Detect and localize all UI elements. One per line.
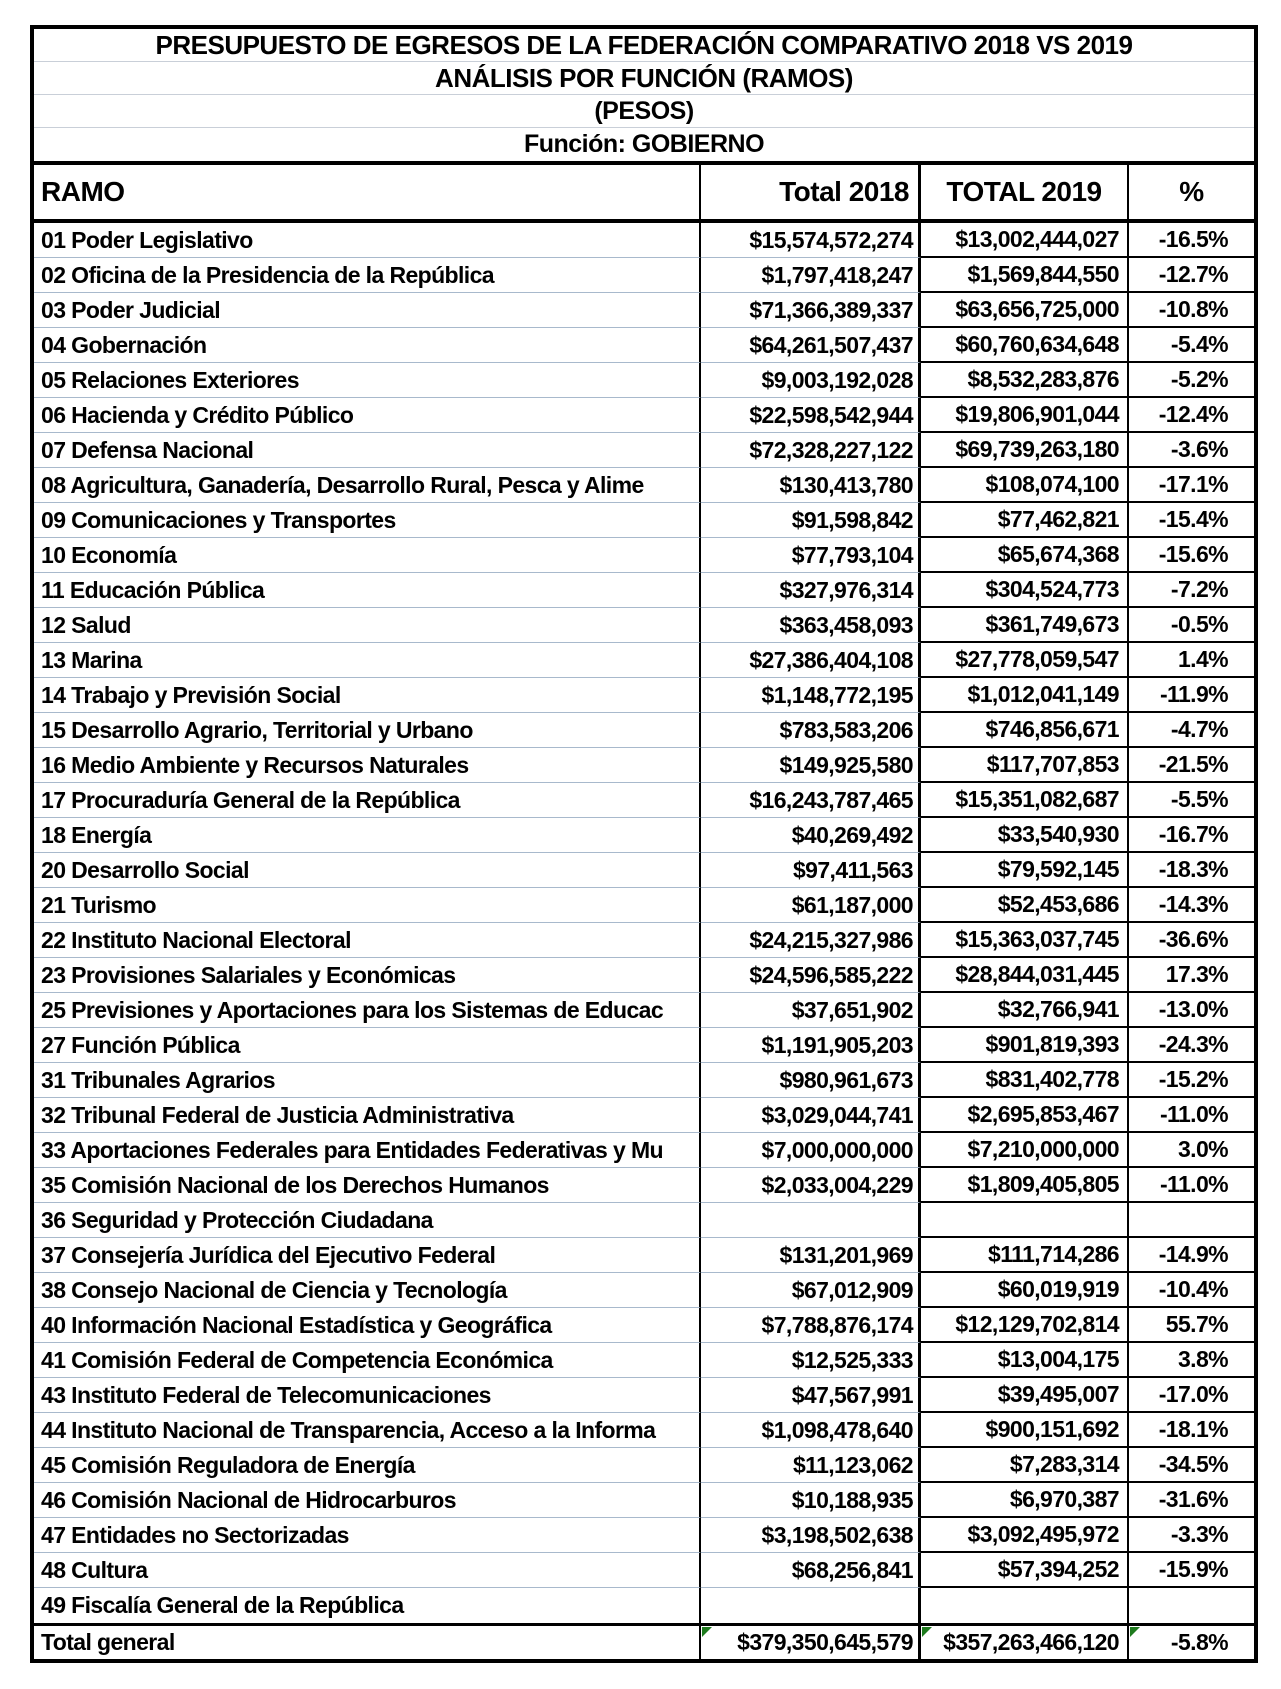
pct-cell: -0.5% <box>1129 608 1254 643</box>
total-row <box>34 1623 1254 1659</box>
pct-cell: -10.4% <box>1129 1273 1254 1308</box>
pct-cell: -18.1% <box>1129 1413 1254 1448</box>
total-2019-cell: $60,760,634,648 <box>921 328 1129 363</box>
pct-cell: 3.8% <box>1129 1343 1254 1378</box>
total-2019-cell: $63,656,725,000 <box>921 293 1129 328</box>
ramo-cell: 17 Procuraduría General de la República <box>34 783 701 818</box>
total-2019-cell: $79,592,145 <box>921 853 1129 888</box>
total-2018-cell: $24,596,585,222 <box>701 958 921 993</box>
total-2019-cell: $108,074,100 <box>921 468 1129 503</box>
total-2019-cell: $7,283,314 <box>921 1448 1129 1483</box>
table-row <box>34 503 1254 538</box>
total-2019-cell: $19,806,901,044 <box>921 398 1129 433</box>
table-row <box>34 1413 1254 1448</box>
table-row <box>34 1028 1254 1063</box>
pct-cell: -15.4% <box>1129 503 1254 538</box>
table-row <box>34 1273 1254 1308</box>
pct-cell: -15.9% <box>1129 1553 1254 1588</box>
total-2018-cell: $15,574,572,274 <box>701 223 921 258</box>
total-2018-cell: $27,386,404,108 <box>701 643 921 678</box>
total-2019-cell <box>921 1588 1129 1623</box>
table-row <box>34 258 1254 293</box>
total-2019-cell: $111,714,286 <box>921 1238 1129 1273</box>
total-2019-cell: $28,844,031,445 <box>921 958 1129 993</box>
table-row <box>34 643 1254 678</box>
total-2019-cell: $15,363,037,745 <box>921 923 1129 958</box>
pct-cell: -24.3% <box>1129 1028 1254 1063</box>
budget-table <box>30 25 1258 1663</box>
total-2019-cell: $117,707,853 <box>921 748 1129 783</box>
total-2018-cell: $327,976,314 <box>701 573 921 608</box>
table-row <box>34 573 1254 608</box>
total-2019-cell: $69,739,263,180 <box>921 433 1129 468</box>
total-2019-cell: $52,453,686 <box>921 888 1129 923</box>
ramo-cell: 36 Seguridad y Protección Ciudadana <box>34 1203 701 1238</box>
ramo-cell: 02 Oficina de la Presidencia de la República <box>34 258 701 293</box>
ramo-cell: 35 Comisión Nacional de los Derechos Humanos <box>34 1168 701 1203</box>
total-2019-cell: $57,394,252 <box>921 1553 1129 1588</box>
ramo-cell: 38 Consejo Nacional de Ciencia y Tecnología <box>34 1273 701 1308</box>
table-row <box>34 1238 1254 1273</box>
total-2018-cell: $3,029,044,741 <box>701 1098 921 1133</box>
table-row <box>34 328 1254 363</box>
total-2018-cell: $22,598,542,944 <box>701 398 921 433</box>
pct-cell: -7.2% <box>1129 573 1254 608</box>
table-row <box>34 1448 1254 1483</box>
table-row <box>34 853 1254 888</box>
ramo-cell: 32 Tribunal Federal de Justicia Administrativa <box>34 1098 701 1133</box>
table-row <box>34 818 1254 853</box>
ramo-cell: 13 Marina <box>34 643 701 678</box>
report-function: Función: GOBIERNO <box>523 130 765 158</box>
ramo-cell: 31 Tribunales Agrarios <box>34 1063 701 1098</box>
total-2019-cell: $1,809,405,805 <box>921 1168 1129 1203</box>
total-2018-value: $379,350,645,579 <box>737 1629 913 1655</box>
pct-cell: -5.4% <box>1129 328 1254 363</box>
pct-cell: -11.0% <box>1129 1098 1254 1133</box>
column-header-ramo: RAMO <box>34 165 701 219</box>
table-row <box>34 783 1254 818</box>
ramo-cell: 46 Comisión Nacional de Hidrocarburos <box>34 1483 701 1518</box>
table-row <box>34 1308 1254 1343</box>
total-2018-cell: $97,411,563 <box>701 853 921 888</box>
total-2018-cell: $72,328,227,122 <box>701 433 921 468</box>
total-2018-cell: $149,925,580 <box>701 748 921 783</box>
table-row <box>34 958 1254 993</box>
table-row <box>34 1483 1254 1518</box>
total-2019-cell: $65,674,368 <box>921 538 1129 573</box>
ramo-cell: 10 Economía <box>34 538 701 573</box>
table-row <box>34 1378 1254 1413</box>
report-units: (PESOS) <box>34 95 1254 128</box>
total-2019-cell: $39,495,007 <box>921 1378 1129 1413</box>
ramo-cell: 43 Instituto Federal de Telecomunicaciones <box>34 1378 701 1413</box>
total-2019-cell: $8,532,283,876 <box>921 363 1129 398</box>
pct-cell: 3.0% <box>1129 1133 1254 1168</box>
pct-cell <box>1129 1588 1254 1623</box>
total-2019-cell: $7,210,000,000 <box>921 1133 1129 1168</box>
pct-cell: -3.3% <box>1129 1518 1254 1553</box>
total-2018-cell: $47,567,991 <box>701 1378 921 1413</box>
ramo-cell: 41 Comisión Federal de Competencia Económica <box>34 1343 701 1378</box>
ramo-cell: 27 Función Pública <box>34 1028 701 1063</box>
total-2019-cell: $15,351,082,687 <box>921 783 1129 818</box>
report-subtitle: ANÁLISIS POR FUNCIÓN (RAMOS) <box>34 62 1254 95</box>
total-2018-cell: $7,788,876,174 <box>701 1308 921 1343</box>
report-title: PRESUPUESTO DE EGRESOS DE LA FEDERACIÓN COMPARATIVO 2018 VS 2019 <box>34 29 1254 62</box>
pct-cell: -34.5% <box>1129 1448 1254 1483</box>
pct-cell: -17.0% <box>1129 1378 1254 1413</box>
total-2019-cell: $13,004,175 <box>921 1343 1129 1378</box>
pct-cell: -14.9% <box>1129 1238 1254 1273</box>
pct-cell: -10.8% <box>1129 293 1254 328</box>
ramo-cell: 05 Relaciones Exteriores <box>34 363 701 398</box>
table-row <box>34 293 1254 328</box>
table-row <box>34 1133 1254 1168</box>
pct-cell: -16.5% <box>1129 223 1254 258</box>
total-2019-cell: $33,540,930 <box>921 818 1129 853</box>
total-2019-cell: $6,970,387 <box>921 1483 1129 1518</box>
total-2018-cell: $37,651,902 <box>701 993 921 1028</box>
pct-cell: -12.7% <box>1129 258 1254 293</box>
table-row <box>34 1203 1254 1238</box>
table-row <box>34 1063 1254 1098</box>
total-2019-cell: $60,019,919 <box>921 1273 1129 1308</box>
error-flag-icon <box>1130 1627 1140 1637</box>
total-2018-cell <box>701 1203 921 1238</box>
ramo-cell: 06 Hacienda y Crédito Público <box>34 398 701 433</box>
ramo-cell: 09 Comunicaciones y Transportes <box>34 503 701 538</box>
ramo-cell: 48 Cultura <box>34 1553 701 1588</box>
total-2018-cell <box>701 1588 921 1623</box>
ramo-cell: 16 Medio Ambiente y Recursos Naturales <box>34 748 701 783</box>
total-2019-cell <box>921 1203 1129 1238</box>
total-2018-cell: $1,797,418,247 <box>701 258 921 293</box>
pct-cell <box>1129 1203 1254 1238</box>
pct-cell: -12.4% <box>1129 398 1254 433</box>
total-pct-cell <box>1129 1626 1254 1659</box>
total-2018-cell: $1,191,905,203 <box>701 1028 921 1063</box>
pct-cell: -5.2% <box>1129 363 1254 398</box>
total-2018-cell: $61,187,000 <box>701 888 921 923</box>
table-row <box>34 993 1254 1028</box>
table-row <box>34 363 1254 398</box>
total-2019-cell <box>921 1626 1129 1659</box>
pct-cell: -31.6% <box>1129 1483 1254 1518</box>
table-row <box>34 1168 1254 1203</box>
ramo-cell: 20 Desarrollo Social <box>34 853 701 888</box>
pct-cell: -21.5% <box>1129 748 1254 783</box>
ramo-cell: 03 Poder Judicial <box>34 293 701 328</box>
total-2018-cell: $10,188,935 <box>701 1483 921 1518</box>
total-2019-cell: $32,766,941 <box>921 993 1129 1028</box>
total-2018-cell: $130,413,780 <box>701 468 921 503</box>
table-row <box>34 468 1254 503</box>
total-2019-cell: $12,129,702,814 <box>921 1308 1129 1343</box>
table-row <box>34 1588 1254 1623</box>
total-label-cell: Total general <box>34 1626 701 1659</box>
ramo-cell: 07 Defensa Nacional <box>34 433 701 468</box>
total-2019-cell: $77,462,821 <box>921 503 1129 538</box>
total-2018-cell: $783,583,206 <box>701 713 921 748</box>
table-row <box>34 223 1254 258</box>
ramo-cell: 14 Trabajo y Previsión Social <box>34 678 701 713</box>
pct-cell: -36.6% <box>1129 923 1254 958</box>
table-row <box>34 1553 1254 1588</box>
total-2019-value: $357,263,466,120 <box>943 1629 1119 1655</box>
ramo-cell: 04 Gobernación <box>34 328 701 363</box>
total-2018-cell: $64,261,507,437 <box>701 328 921 363</box>
total-2018-cell: $131,201,969 <box>701 1238 921 1273</box>
pct-cell: 55.7% <box>1129 1308 1254 1343</box>
total-2018-cell: $3,198,502,638 <box>701 1518 921 1553</box>
pct-cell: -15.2% <box>1129 1063 1254 1098</box>
pct-cell: -14.3% <box>1129 888 1254 923</box>
ramo-cell: 45 Comisión Reguladora de Energía <box>34 1448 701 1483</box>
total-2018-cell: $68,256,841 <box>701 1553 921 1588</box>
ramo-cell: 37 Consejería Jurídica del Ejecutivo Federal <box>34 1238 701 1273</box>
column-header-total-2018: Total 2018 <box>701 165 921 219</box>
error-flag-icon <box>922 1627 932 1637</box>
total-2019-cell: $831,402,778 <box>921 1063 1129 1098</box>
ramo-cell: 47 Entidades no Sectorizadas <box>34 1518 701 1553</box>
table-row <box>34 678 1254 713</box>
ramo-cell: 12 Salud <box>34 608 701 643</box>
total-2018-cell: $77,793,104 <box>701 538 921 573</box>
table-row <box>34 923 1254 958</box>
total-2018-cell: $67,012,909 <box>701 1273 921 1308</box>
ramo-cell: 01 Poder Legislativo <box>34 223 701 258</box>
total-2019-cell: $3,092,495,972 <box>921 1518 1129 1553</box>
total-2019-cell: $900,151,692 <box>921 1413 1129 1448</box>
pct-cell: -13.0% <box>1129 993 1254 1028</box>
error-flag-icon <box>702 1627 712 1637</box>
total-2018-cell: $12,525,333 <box>701 1343 921 1378</box>
total-2018-cell: $91,598,842 <box>701 503 921 538</box>
total-2019-cell: $2,695,853,467 <box>921 1098 1129 1133</box>
total-2018-cell: $9,003,192,028 <box>701 363 921 398</box>
total-2018-cell: $16,243,787,465 <box>701 783 921 818</box>
table-row <box>34 433 1254 468</box>
ramo-cell: 18 Energía <box>34 818 701 853</box>
total-2018-cell: $24,215,327,986 <box>701 923 921 958</box>
total-2018-cell: $40,269,492 <box>701 818 921 853</box>
ramo-cell: 15 Desarrollo Agrario, Territorial y Urbano <box>34 713 701 748</box>
total-2018-cell: $363,458,093 <box>701 608 921 643</box>
total-2018-cell: $11,123,062 <box>701 1448 921 1483</box>
table-row <box>34 608 1254 643</box>
total-pct-value: -5.8% <box>1170 1629 1228 1655</box>
total-2019-cell: $304,524,773 <box>921 573 1129 608</box>
table-row <box>34 398 1254 433</box>
pct-cell: -17.1% <box>1129 468 1254 503</box>
total-2019-cell: $1,569,844,550 <box>921 258 1129 293</box>
table-row <box>34 888 1254 923</box>
total-2019-cell: $27,778,059,547 <box>921 643 1129 678</box>
ramo-cell: 23 Provisiones Salariales y Económicas <box>34 958 701 993</box>
table-header-row <box>34 161 1254 223</box>
pct-cell: -18.3% <box>1129 853 1254 888</box>
total-2018-cell: $1,148,772,195 <box>701 678 921 713</box>
total-2019-cell: $1,012,041,149 <box>921 678 1129 713</box>
pct-cell: -15.6% <box>1129 538 1254 573</box>
ramo-cell: 49 Fiscalía General de la República <box>34 1588 701 1623</box>
pct-cell: 17.3% <box>1129 958 1254 993</box>
table-body <box>34 223 1254 1623</box>
total-2018-cell: $7,000,000,000 <box>701 1133 921 1168</box>
total-2018-cell: $1,098,478,640 <box>701 1413 921 1448</box>
table-row <box>34 538 1254 573</box>
total-2018-cell: $2,033,004,229 <box>701 1168 921 1203</box>
pct-cell: -5.5% <box>1129 783 1254 818</box>
total-2019-cell: $13,002,444,027 <box>921 223 1129 258</box>
total-2019-cell: $901,819,393 <box>921 1028 1129 1063</box>
ramo-cell: 44 Instituto Nacional de Transparencia, Acceso a la Informa <box>34 1413 701 1448</box>
ramo-cell: 21 Turismo <box>34 888 701 923</box>
total-2018-cell: $980,961,673 <box>701 1063 921 1098</box>
ramo-cell: 33 Aportaciones Federales para Entidades Federativas y Mu <box>34 1133 701 1168</box>
ramo-cell: 22 Instituto Nacional Electoral <box>34 923 701 958</box>
table-row <box>34 1098 1254 1133</box>
total-2018-cell <box>701 1626 921 1659</box>
pct-cell: 1.4% <box>1129 643 1254 678</box>
table-row <box>34 748 1254 783</box>
pct-cell: -16.7% <box>1129 818 1254 853</box>
pct-cell: -11.0% <box>1129 1168 1254 1203</box>
ramo-cell: 11 Educación Pública <box>34 573 701 608</box>
pct-cell: -11.9% <box>1129 678 1254 713</box>
ramo-cell: 40 Información Nacional Estadística y Geográfica <box>34 1308 701 1343</box>
table-row <box>34 1518 1254 1553</box>
ramo-cell: 08 Agricultura, Ganadería, Desarrollo Rural, Pesca y Alime <box>34 468 701 503</box>
table-row <box>34 1343 1254 1378</box>
total-2019-cell: $361,749,673 <box>921 608 1129 643</box>
total-2018-cell: $71,366,389,337 <box>701 293 921 328</box>
pct-cell: -3.6% <box>1129 433 1254 468</box>
column-header-total-2019: TOTAL 2019 <box>921 165 1129 219</box>
column-header-pct: % <box>1179 176 1204 207</box>
pct-cell: -4.7% <box>1129 713 1254 748</box>
ramo-cell: 25 Previsiones y Aportaciones para los Sistemas de Educac <box>34 993 701 1028</box>
total-2019-cell: $746,856,671 <box>921 713 1129 748</box>
table-row <box>34 713 1254 748</box>
